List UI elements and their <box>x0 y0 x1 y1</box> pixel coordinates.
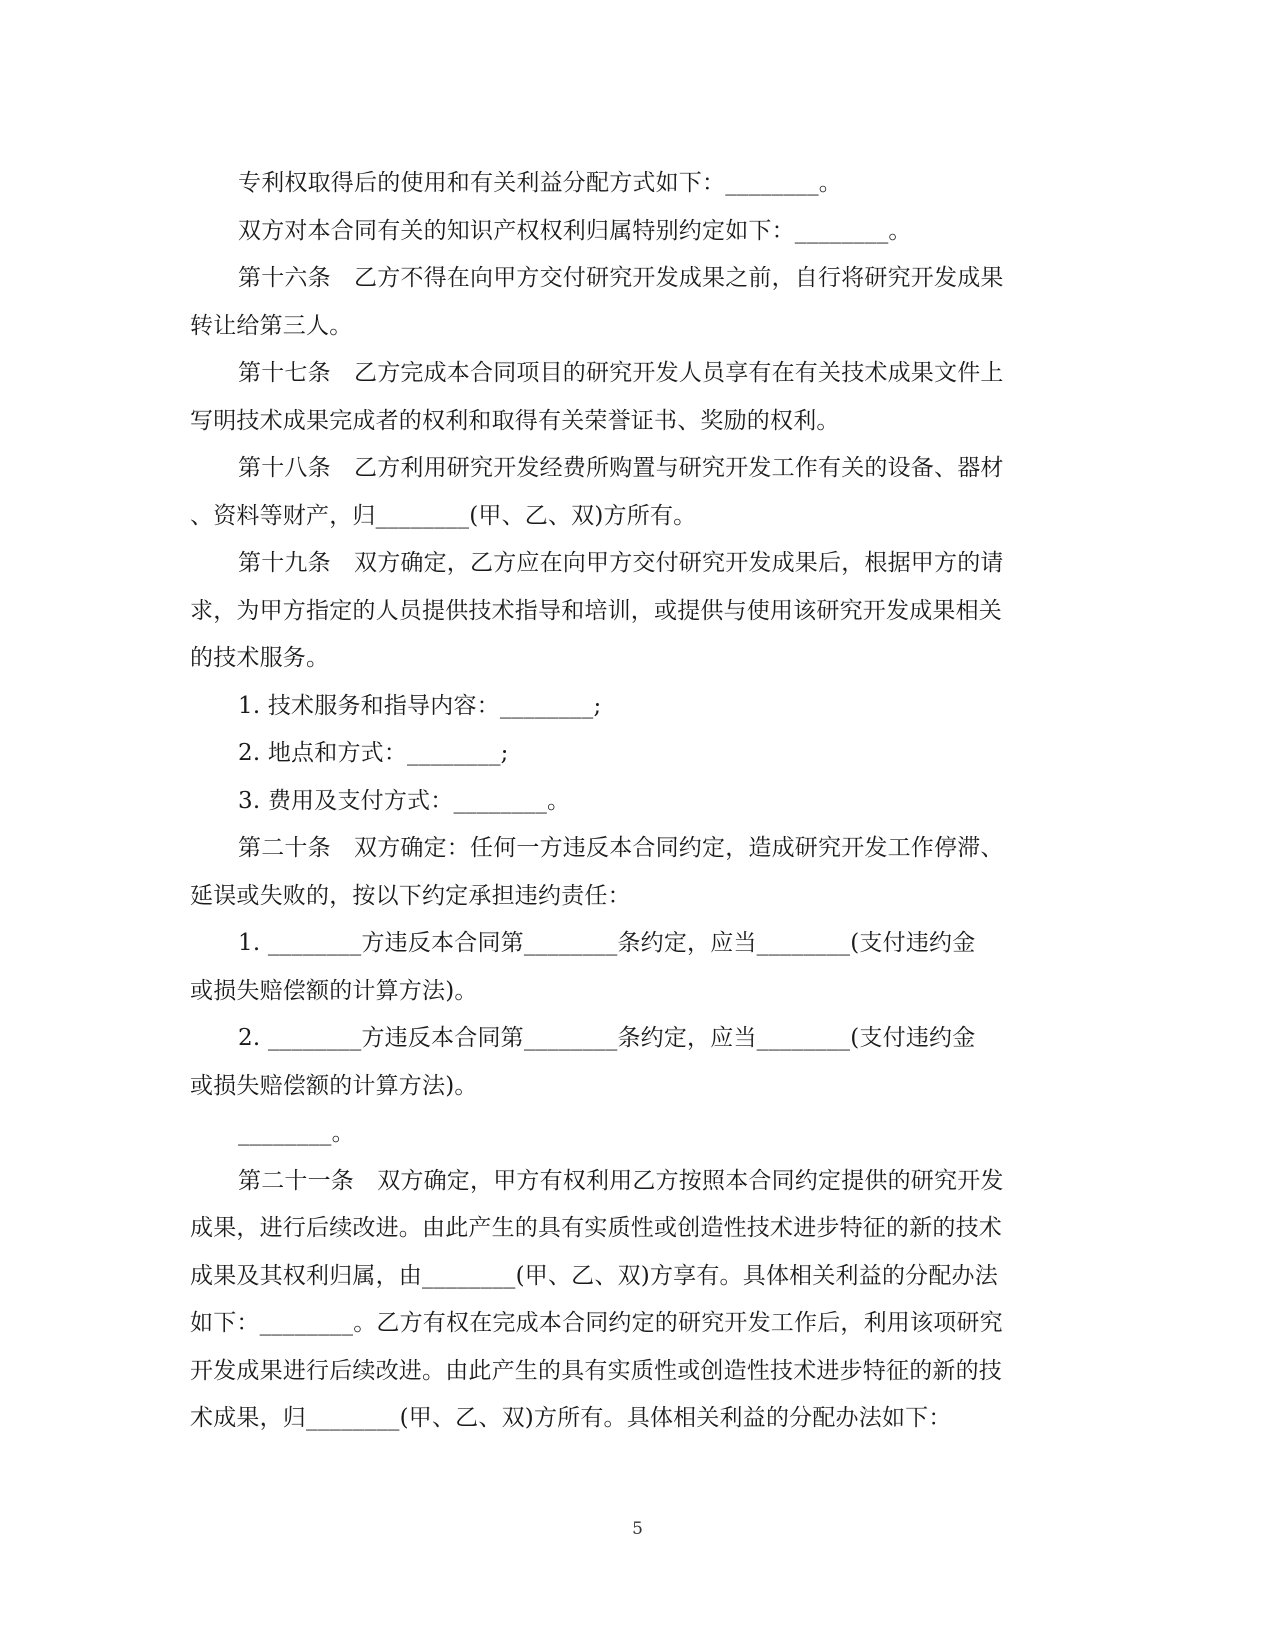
list-item: 3. 费用及支付方式：________。 <box>238 787 571 814</box>
article-21-line: 开发成果进行后续改进。由此产生的具有实质性或创造性技术进步特征的新的技 <box>190 1357 1002 1384</box>
article-21-line: 成果，进行后续改进。由此产生的具有实质性或创造性技术进步特征的新的技术 <box>190 1215 1002 1241</box>
article-19-line: 第十九条 双方确定，乙方应在向甲方交付研究开发成果后，根据甲方的请 <box>238 550 1004 576</box>
list-item-continuation: 或损失赔偿额的计算方法)。 <box>190 977 478 1004</box>
blank-fill-line: ________。 <box>238 1120 355 1146</box>
list-item: 1. 技术服务和指导内容：________; <box>238 692 602 719</box>
list-item: 1. ________方违反本合同第________条约定，应当________(支付违约金 <box>238 930 976 956</box>
article-20-line: 延误或失败的，按以下约定承担违约责任： <box>190 882 631 909</box>
document-body <box>190 160 1070 1443</box>
list-item: 2. 地点和方式：________; <box>238 740 509 766</box>
article-21-line: 如下：________。乙方有权在完成本合同约定的研究开发工作后，利用该项研究 <box>190 1310 1003 1336</box>
list-item: 2. ________方违反本合同第________条约定，应当________(支付违约金 <box>238 1025 976 1051</box>
article-18-line: 、资料等财产，归________(甲、乙、双)方所有。 <box>190 502 697 529</box>
article-19-line: 求，为甲方指定的人员提供技术指导和培训，或提供与使用该研究开发成果相关 <box>190 597 1002 624</box>
article-21-line: 成果及其权利归属，由________(甲、乙、双)方享有。具体相关利益的分配办法 <box>190 1262 998 1289</box>
page-number: 5 <box>632 1519 643 1539</box>
article-19-line: 的技术服务。 <box>190 645 330 671</box>
paragraph-line: 双方对本合同有关的知识产权权利归属特别约定如下：________。 <box>238 217 912 244</box>
article-17-line: 第十七条 乙方完成本合同项目的研究开发人员享有在有关技术成果文件上 <box>238 360 1004 386</box>
article-16-line: 第十六条 乙方不得在向甲方交付研究开发成果之前，自行将研究开发成果 <box>238 265 1004 291</box>
article-21-line: 术成果，归________(甲、乙、双)方所有。具体相关利益的分配办法如下： <box>190 1405 952 1431</box>
list-item-continuation: 或损失赔偿额的计算方法)。 <box>190 1072 478 1099</box>
paragraph-line: 专利权取得后的使用和有关利益分配方式如下：________。 <box>238 170 842 196</box>
article-18-line: 第十八条 乙方利用研究开发经费所购置与研究开发工作有关的设备、器材 <box>238 455 1004 481</box>
article-16-line: 转让给第三人。 <box>190 312 353 339</box>
article-21-line: 第二十一条 双方确定，甲方有权利用乙方按照本合同约定提供的研究开发 <box>238 1167 1004 1194</box>
article-17-line: 写明技术成果完成者的权利和取得有关荣誉证书、奖励的权利。 <box>190 407 840 434</box>
article-20-line: 第二十条 双方确定：任何一方违反本合同约定，造成研究开发工作停滞、 <box>238 835 1004 861</box>
